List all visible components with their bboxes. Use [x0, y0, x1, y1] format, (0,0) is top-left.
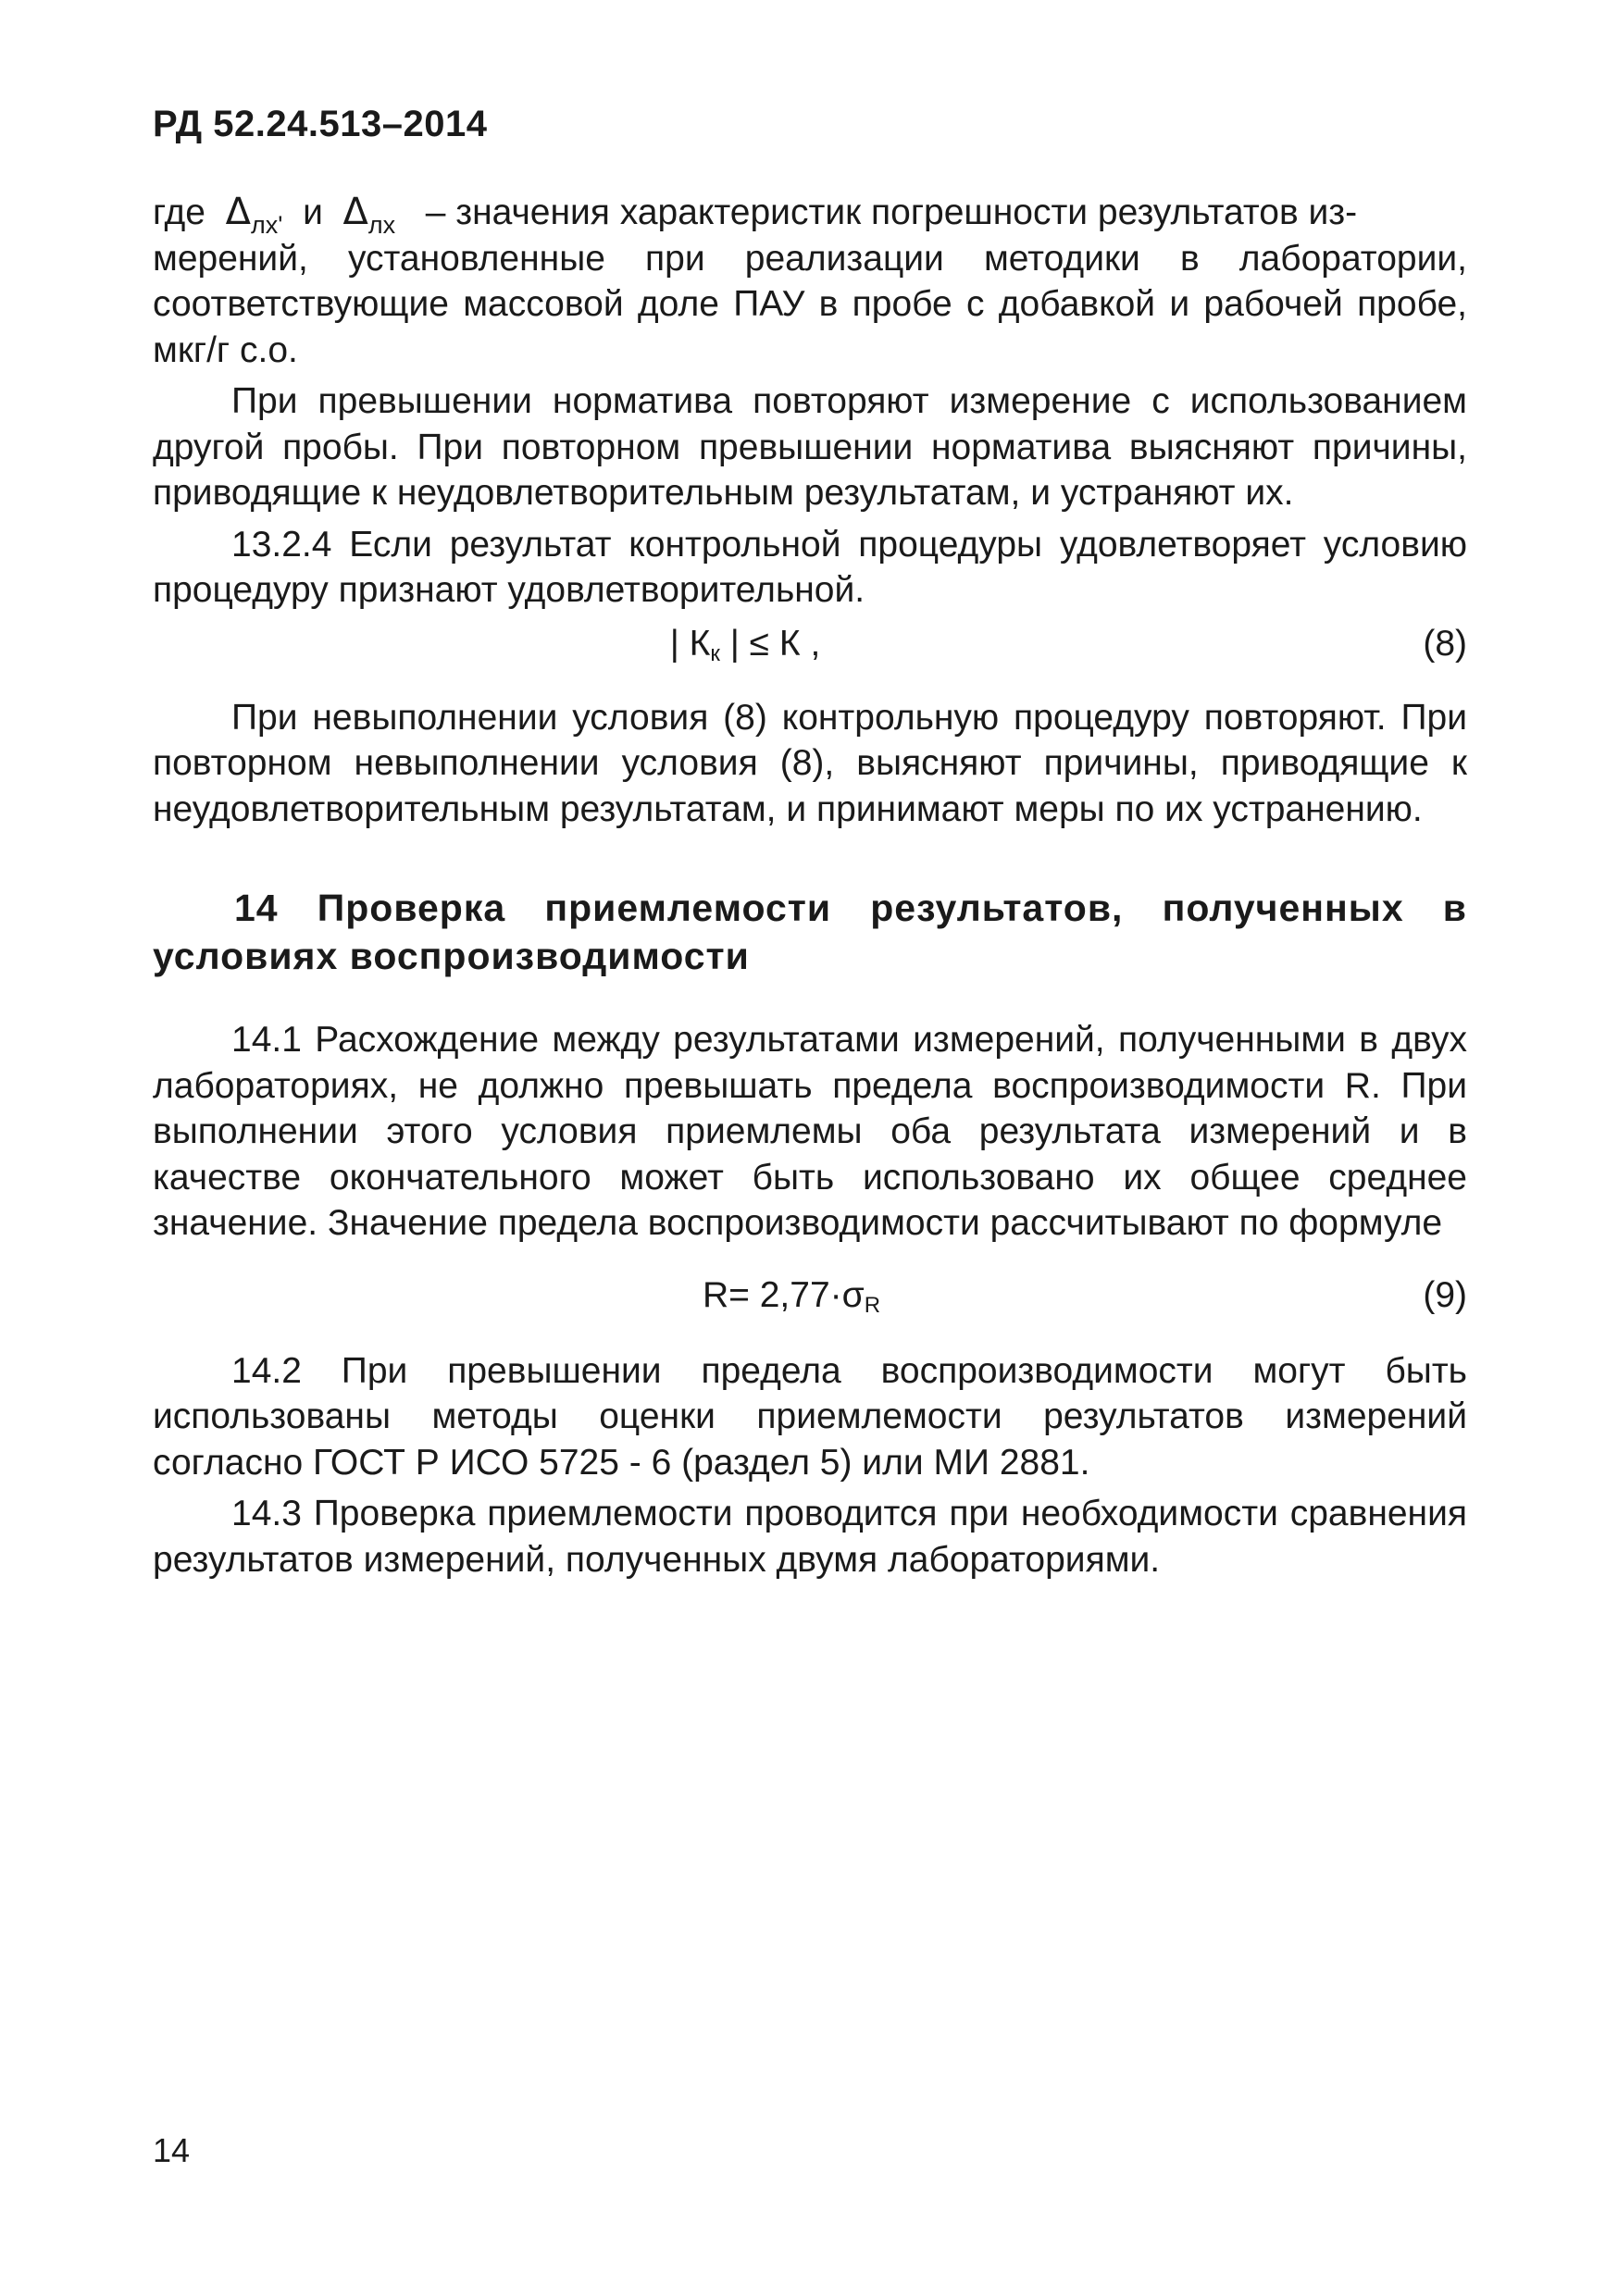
delta-symbol-1: Δ [225, 191, 251, 233]
delta-symbol-2: Δ [342, 191, 368, 233]
formula-8-subscript: к [710, 640, 720, 666]
where-continuation: мерений, установленные при реализации методики в лаборатории, соответствующие массовой доле ПАУ в пробе с добавкой и рабочей пробе, мкг/г с.о. [153, 238, 1467, 370]
where-line-rest: – значения характеристик погрешности результатов из- [425, 192, 1358, 232]
where-clause [153, 190, 1467, 373]
formula-9-subscript: R [864, 1292, 881, 1318]
where-line-first [153, 190, 1467, 239]
formula-8 [153, 621, 1467, 667]
equation-number-8: (8) [1423, 623, 1467, 664]
paragraph-14-1: 14.1 Расхождение между результатами измерений, полученными в двух лабораториях, не должно превышать предела воспроизводимости R. При выполнении этого условия приемлемы оба результата измерений и в качестве окончательного может быть использовано их общее среднее значение. Значение предела воспроизводимости рассчитывают по формуле [153, 1020, 1467, 1243]
formula-9 [153, 1272, 1467, 1319]
equation-number-9: (9) [1423, 1274, 1467, 1315]
formula-9-row [153, 1272, 1467, 1330]
where-word: где [153, 192, 205, 232]
paragraph-fail-condition-8: При невыполнении условия (8) контрольную процедуру повторяют. При повторном невыполнении условия (8), выясняют причины, приводящие к неудовлетворительным результатам, и принимают меры по их устранению. [153, 697, 1467, 829]
delta-subscript-2: лх [367, 211, 396, 239]
and-word: и [303, 192, 323, 232]
document-code-header: РД 52.24.513–2014 [153, 104, 488, 144]
formula-8-left: | К [669, 623, 711, 664]
section-14-title: 14 Проверка приемлемости результатов, полученных в условиях воспроизводимости [153, 887, 1467, 977]
paragraph-14-3: 14.3 Проверка приемлемости проводится при необходимости сравнения результатов измерений, полученных двумя лабораториями. [153, 1494, 1467, 1580]
page-number: 14 [153, 2131, 191, 2169]
paragraph-14-2: 14.2 При превышении предела воспроизводимости могут быть использованы методы оценки приемлемости результатов измерений согласно ГОСТ Р ИСО 5725 - 6 (раздел 5) или МИ 2881. [153, 1350, 1467, 1483]
document-body [153, 190, 1467, 1582]
paragraph-13-2-4: 13.2.4 Если результат контрольной процедуры удовлетворяет условию процедуру признают удовлетворительной. [153, 524, 1467, 610]
paragraph-exceed-norm: При превышении норматива повторяют измерение с использованием другой пробы. При повторном превышении норматива выясняют причины, приводящие к неудовлетворительным результатам, и устраняют их. [153, 381, 1467, 513]
formula-8-row [153, 621, 1467, 678]
formula-8-right: | ≤ К , [719, 623, 821, 664]
delta-subscript-1: лх' [250, 211, 283, 239]
formula-9-left: R= 2,77·σ [702, 1274, 865, 1315]
